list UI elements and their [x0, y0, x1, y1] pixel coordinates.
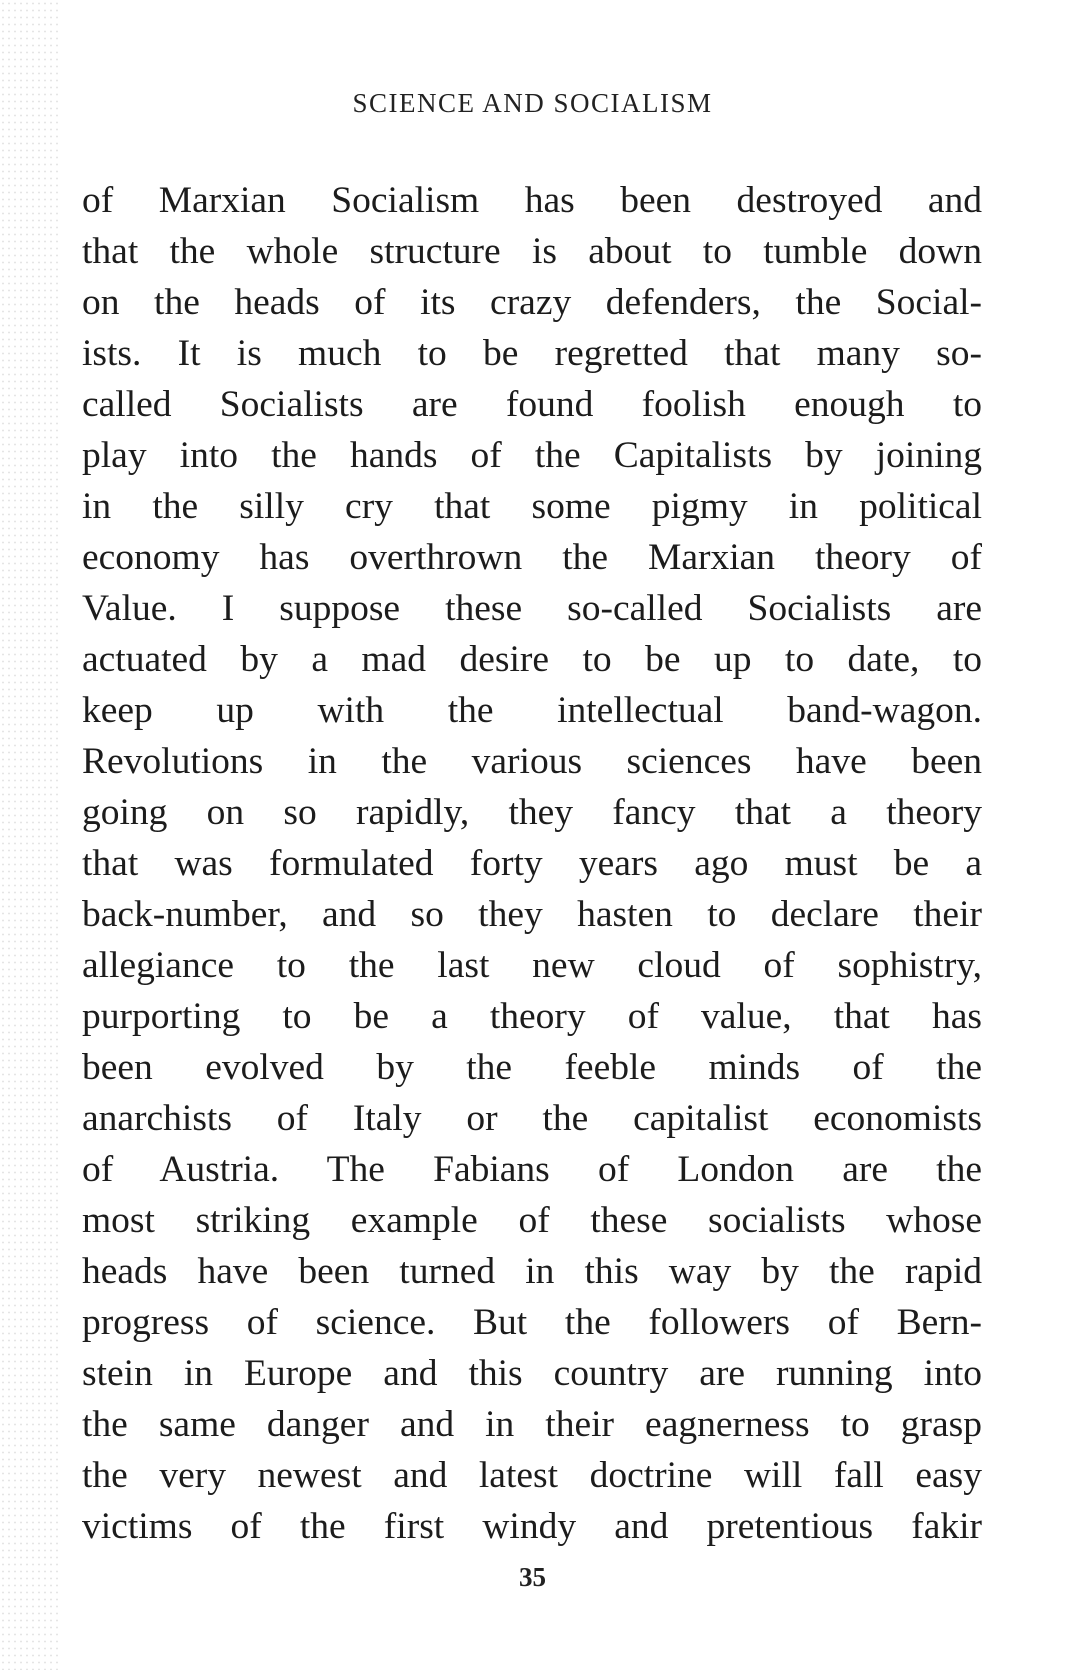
page-edge-texture — [0, 0, 60, 1670]
text-line: been evolved by the feeble minds of the — [82, 1047, 982, 1088]
text-line: that was formulated forty years ago must be a — [82, 843, 982, 884]
text-line: actuated by a mad desire to be up to date, to — [82, 639, 982, 680]
text-line: that the whole structure is about to tumble down — [82, 231, 982, 272]
text-line: Value. I suppose these so-called Socialists are — [82, 588, 982, 629]
text-line: the very newest and latest doctrine will fall easy — [82, 1455, 982, 1496]
page-number: 35 — [519, 1562, 546, 1592]
text-line: anarchists of Italy or the capitalist economists — [82, 1098, 982, 1139]
text-line: most striking example of these socialists whose — [82, 1200, 982, 1241]
text-line: Revolutions in the various sciences have been — [82, 741, 982, 782]
text-line: of Marxian Socialism has been destroyed and — [82, 180, 982, 221]
text-line: ists. It is much to be regretted that many so- — [82, 333, 982, 374]
text-line: economy has overthrown the Marxian theory of — [82, 537, 982, 578]
text-line: of Austria. The Fabians of London are the — [82, 1149, 982, 1190]
text-line: play into the hands of the Capitalists by joining — [82, 435, 982, 476]
text-line: going on so rapidly, they fancy that a theory — [82, 792, 982, 833]
text-line: called Socialists are found foolish enough to — [82, 384, 982, 425]
text-line: progress of science. But the followers of Bern- — [82, 1302, 982, 1343]
text-line: purporting to be a theory of value, that has — [82, 996, 982, 1037]
text-line: back-number, and so they hasten to declare their — [82, 894, 982, 935]
running-head: SCIENCE AND SOCIALISM — [352, 88, 713, 118]
text-line: the same danger and in their eagnerness to grasp — [82, 1404, 982, 1445]
text-line: heads have been turned in this way by the rapid — [82, 1251, 982, 1292]
text-line: on the heads of its crazy defenders, the Social- — [82, 282, 982, 323]
text-line: victims of the first windy and pretentious fakir — [82, 1506, 982, 1547]
body-text — [82, 175, 982, 1552]
text-line: in the silly cry that some pigmy in political — [82, 486, 982, 527]
text-line: keep up with the intellectual band-wagon. — [82, 690, 982, 731]
text-line: stein in Europe and this country are running into — [82, 1353, 982, 1394]
text-line: allegiance to the last new cloud of sophistry, — [82, 945, 982, 986]
